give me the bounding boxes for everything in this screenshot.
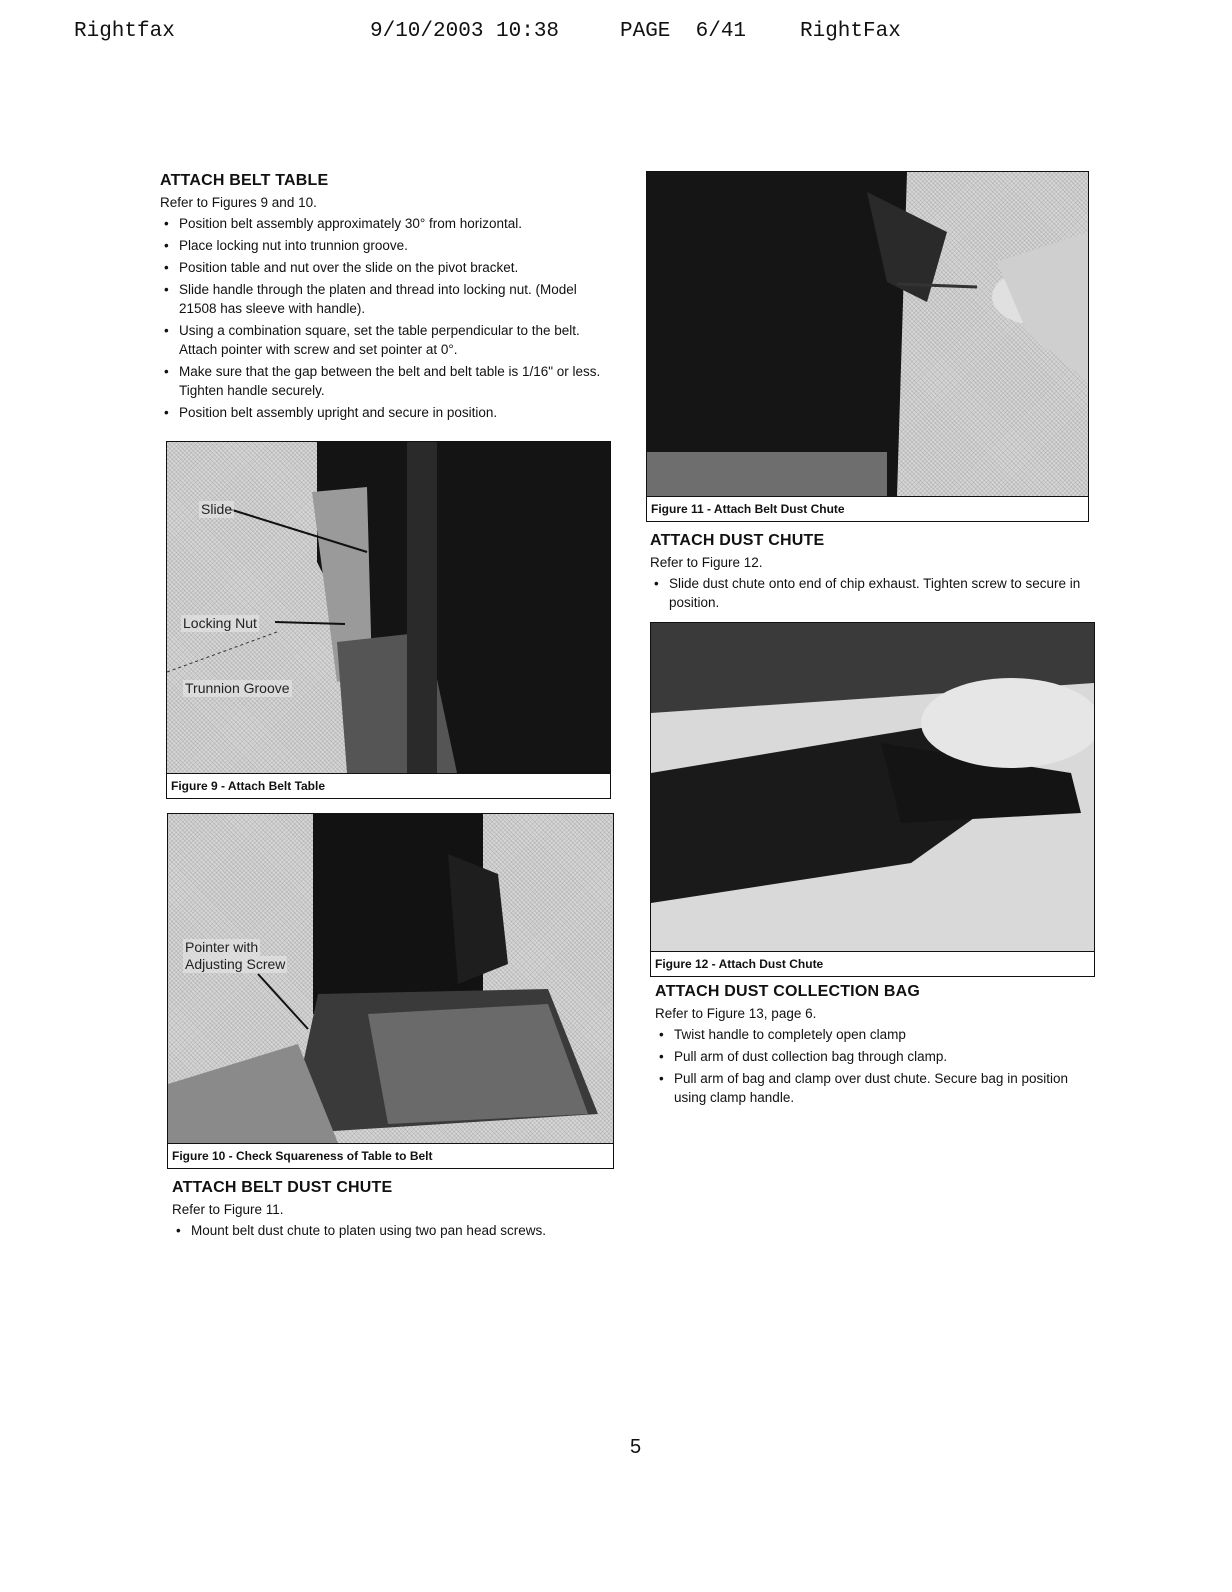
list-item: • Place locking nut into trunnion groove. [160, 236, 610, 255]
section-title: ATTACH DUST COLLECTION BAG [655, 983, 921, 1000]
label-trunnion-groove: Trunnion Groove [185, 680, 290, 696]
section-reference: Refer to Figure 12. [650, 555, 763, 570]
list-item: • Slide handle through the platen and thread into locking nut. (Model 21508 has sleeve with handle). [160, 280, 610, 318]
figure-9-photo [167, 442, 610, 773]
list-item: • Mount belt dust chute to platen using two pan head screws. [172, 1221, 622, 1240]
list-item: • Twist handle to completely open clamp [655, 1025, 1095, 1044]
fax-service: RightFax [800, 20, 901, 43]
figure-11-caption: Figure 11 - Attach Belt Dust Chute [647, 496, 1088, 521]
list-item: • Position belt assembly upright and secure in position. [160, 403, 610, 422]
figure-10 [167, 813, 614, 1169]
fax-header [74, 20, 1174, 50]
label-slide: Slide [201, 501, 233, 517]
figure-10-illustration [168, 814, 613, 1143]
figure-12-photo [651, 623, 1094, 951]
section-attach-dust-collection-bag [655, 982, 1095, 1110]
section-title: ATTACH DUST CHUTE [650, 532, 825, 549]
section-reference: Refer to Figures 9 and 10. [160, 195, 317, 210]
list-item: • Make sure that the gap between the belt and belt table is 1/16" or less. Tighten handle securely. [160, 362, 610, 400]
figure-11-illustration [647, 172, 1088, 496]
label-pointer-line1: Pointer with [185, 939, 259, 955]
bullet-list [172, 1221, 622, 1240]
figure-9 [166, 441, 611, 799]
list-item: • Pull arm of bag and clamp over dust chute. Secure bag in position using clamp handle. [655, 1069, 1095, 1107]
label-locking-nut: Locking Nut [183, 615, 257, 631]
fax-page-count: PAGE 6/41 [620, 20, 747, 43]
list-item: • Position table and nut over the slide on the pivot bracket. [160, 258, 610, 277]
fax-sender: Rightfax [74, 20, 175, 43]
section-reference: Refer to Figure 13, page 6. [655, 1006, 817, 1021]
figure-10-photo [168, 814, 613, 1143]
figure-12-caption: Figure 12 - Attach Dust Chute [651, 951, 1094, 976]
figure-12 [650, 622, 1095, 977]
list-item: • Pull arm of dust collection bag through clamp. [655, 1047, 1095, 1066]
label-pointer-line2: Adjusting Screw [185, 956, 286, 972]
figure-10-caption: Figure 10 - Check Squareness of Table to Belt [168, 1143, 613, 1168]
figure-12-illustration [651, 623, 1094, 951]
bullet-list [160, 214, 610, 422]
section-attach-dust-chute [650, 531, 1090, 615]
section-attach-belt-dust-chute [172, 1178, 622, 1243]
bullet-list [655, 1025, 1095, 1107]
section-attach-belt-table [160, 171, 610, 425]
list-item: • Using a combination square, set the table perpendicular to the belt. Attach pointer with screw and set pointer at 0°. [160, 321, 610, 359]
list-item: • Position belt assembly approximately 30° from horizontal. [160, 214, 610, 233]
figure-11-photo [647, 172, 1088, 496]
page-number: 5 [630, 1436, 642, 1458]
section-reference: Refer to Figure 11. [172, 1202, 284, 1217]
fax-datetime: 9/10/2003 10:38 [370, 20, 560, 43]
figure-9-illustration [167, 442, 610, 773]
bullet-list [650, 574, 1090, 612]
section-title: ATTACH BELT TABLE [160, 172, 329, 189]
section-title: ATTACH BELT DUST CHUTE [172, 1179, 393, 1196]
list-item: • Slide dust chute onto end of chip exhaust. Tighten screw to secure in position. [650, 574, 1090, 612]
figure-11 [646, 171, 1089, 522]
figure-9-caption: Figure 9 - Attach Belt Table [167, 773, 610, 798]
